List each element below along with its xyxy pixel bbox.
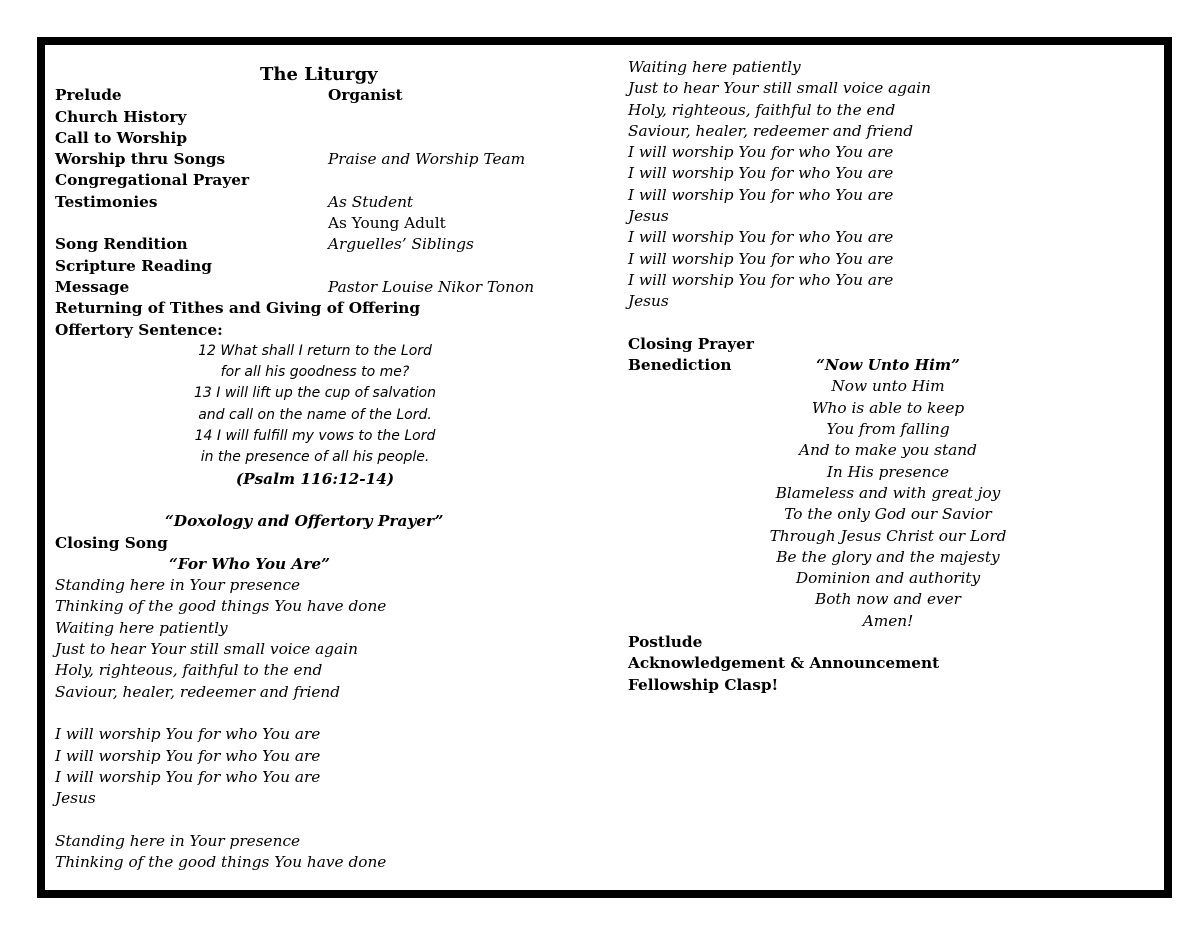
lyric-line: Saviour, healer, redeemer and friend bbox=[55, 682, 341, 701]
right-column bbox=[628, 57, 1148, 696]
benediction-heading: Benediction bbox=[628, 356, 732, 375]
program-detail: Praise and Worship Team bbox=[328, 150, 526, 169]
benediction-line: Blameless and with great joy bbox=[775, 483, 1001, 502]
benediction-line: Both now and ever bbox=[814, 590, 961, 609]
lyric-line: I will worship You for who You are bbox=[628, 228, 894, 247]
lyric-line: Thinking of the good things You have done bbox=[55, 597, 387, 616]
program-row bbox=[55, 256, 615, 277]
lyric-line: I will worship You for who You are bbox=[55, 746, 321, 765]
benediction-line: Dominion and authority bbox=[795, 569, 981, 588]
program-row bbox=[55, 107, 615, 128]
verse-line: and call on the name of the Lord. bbox=[198, 406, 432, 423]
benediction-line: Be the glory and the majesty bbox=[776, 547, 1000, 566]
offertory-sentence-heading: Offertory Sentence: bbox=[55, 320, 223, 339]
program-item: Prelude bbox=[55, 86, 122, 105]
lyric-line: Jesus bbox=[628, 292, 669, 311]
verse-line: 13 I will lift up the cup of salvation bbox=[194, 385, 436, 402]
program-row bbox=[55, 85, 615, 106]
benediction-line: And to make you stand bbox=[799, 441, 977, 460]
program-item: Testimonies bbox=[55, 192, 158, 211]
lyric-line: Jesus bbox=[55, 789, 96, 808]
lyric-line: I will worship You for who You are bbox=[55, 767, 321, 786]
program-row bbox=[55, 213, 615, 234]
program-row bbox=[55, 277, 615, 298]
benediction-line: Amen! bbox=[862, 611, 914, 630]
program-item: Worship thru Songs bbox=[55, 150, 226, 169]
verse-reference: (Psalm 116:12-14) bbox=[235, 469, 395, 488]
liturgy-title: The Liturgy bbox=[260, 64, 378, 85]
left-column bbox=[55, 64, 615, 873]
benediction-title: “Now Unto Him” bbox=[816, 356, 960, 375]
benediction-line: You from falling bbox=[826, 420, 950, 439]
lyric-line: Just to hear Your still small voice again bbox=[55, 640, 358, 659]
program-detail: Pastor Louise Nikor Tonon bbox=[328, 277, 535, 296]
song-title: “For Who You Are” bbox=[169, 554, 330, 573]
postlude-heading: Postlude bbox=[628, 633, 703, 652]
program-detail: Organist bbox=[328, 86, 403, 105]
benediction-line: Who is able to keep bbox=[811, 398, 965, 417]
lyric-line: I will worship You for who You are bbox=[628, 164, 894, 183]
doxology-title: “Doxology and Offertory Prayer” bbox=[165, 512, 444, 531]
lyric-line: Standing here in Your presence bbox=[55, 831, 301, 850]
lyric-line: Saviour, healer, redeemer and friend bbox=[628, 121, 914, 140]
program-detail: As Student bbox=[328, 192, 414, 211]
program-row bbox=[55, 149, 615, 170]
lyric-line: Jesus bbox=[628, 207, 669, 226]
benediction-lyrics bbox=[718, 355, 1058, 632]
closing-song-heading: Closing Song bbox=[55, 533, 168, 552]
acknowledgement-heading: Acknowledgement & Announcement bbox=[628, 654, 940, 673]
lyric-line: Thinking of the good things You have done bbox=[55, 852, 387, 871]
lyric-line: I will worship You for who You are bbox=[628, 185, 894, 204]
lyric-line: I will worship You for who You are bbox=[628, 270, 894, 289]
verse-line: for all his goodness to me? bbox=[220, 364, 410, 381]
benediction-line: In His presence bbox=[826, 462, 950, 481]
lyric-line: Holy, righteous, faithful to the end bbox=[628, 100, 896, 119]
program-item: Church History bbox=[55, 107, 187, 126]
program-item: Scripture Reading bbox=[55, 256, 212, 275]
program-row bbox=[55, 128, 615, 149]
benediction-line: Now unto Him bbox=[831, 377, 945, 396]
program-detail: Arguelles’ Siblings bbox=[328, 235, 474, 254]
lyric-line: I will worship You for who You are bbox=[628, 143, 894, 162]
program-item: Congregational Prayer bbox=[55, 171, 249, 190]
program-detail: As Young Adult bbox=[328, 214, 446, 233]
tithes-heading: Returning of Tithes and Giving of Offering bbox=[55, 299, 421, 318]
benediction-line: Through Jesus Christ our Lord bbox=[769, 526, 1007, 545]
verse-line: in the presence of all his people. bbox=[200, 449, 430, 466]
verse-line: 14 I will fulfill my vows to the Lord bbox=[194, 428, 436, 445]
lyric-line: I will worship You for who You are bbox=[628, 249, 894, 268]
lyric-line: Just to hear Your still small voice again bbox=[628, 79, 931, 98]
benediction-line: To the only God our Savior bbox=[784, 505, 992, 524]
program-item: Message bbox=[55, 277, 130, 296]
program-row bbox=[55, 170, 615, 191]
program-item: Call to Worship bbox=[55, 128, 188, 147]
program-item: Song Rendition bbox=[55, 235, 188, 254]
fellowship-heading: Fellowship Clasp! bbox=[628, 675, 779, 694]
scripture-verse bbox=[55, 341, 575, 490]
closing-prayer-heading: Closing Prayer bbox=[628, 334, 754, 353]
program-row bbox=[55, 234, 615, 255]
lyric-line: I will worship You for who You are bbox=[55, 725, 321, 744]
lyric-line: Holy, righteous, faithful to the end bbox=[55, 661, 323, 680]
lyric-line: Waiting here patiently bbox=[55, 618, 228, 637]
verse-line: 12 What shall I return to the Lord bbox=[198, 342, 432, 359]
lyric-line: Standing here in Your presence bbox=[55, 576, 301, 595]
lyric-line: Waiting here patiently bbox=[628, 58, 801, 76]
bulletin-page bbox=[37, 37, 1172, 898]
program-row bbox=[55, 192, 615, 213]
benediction-section bbox=[628, 355, 1148, 632]
